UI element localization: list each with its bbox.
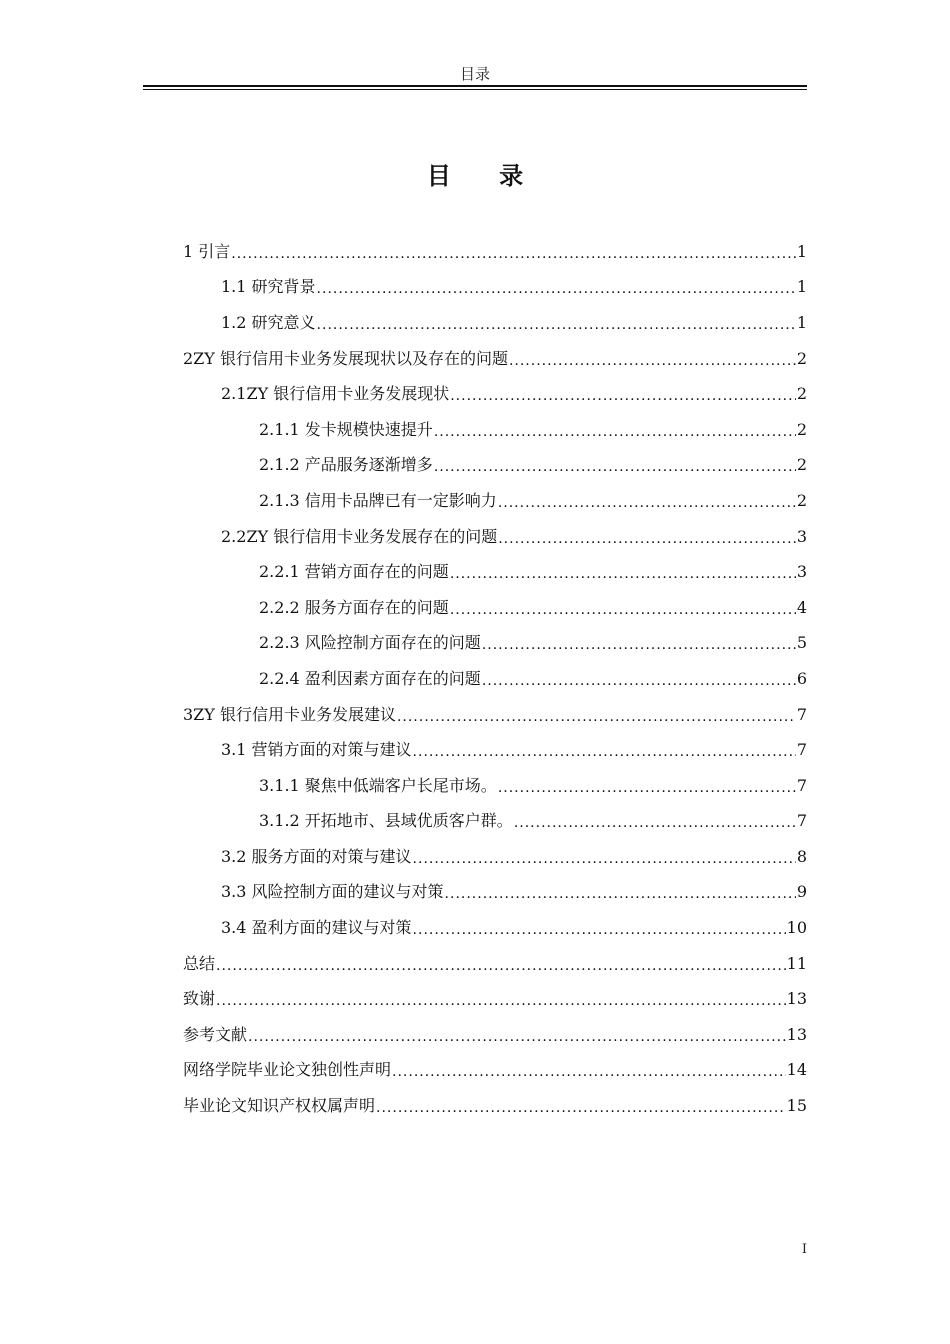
- toc-entry-page: 15: [786, 1096, 807, 1116]
- toc-entry-label: 2.1.1 发卡规模快速提升: [259, 419, 433, 439]
- toc-entry-label: 网络学院毕业论文独创性声明: [183, 1060, 392, 1080]
- toc-entry[interactable]: [183, 697, 807, 733]
- toc-entry-page: 4: [796, 597, 807, 617]
- toc-entry[interactable]: [183, 768, 807, 804]
- toc-entry[interactable]: [183, 732, 807, 768]
- dot-leader: [376, 1096, 786, 1116]
- toc-entry-label: 2ZY 银行信用卡业务发展现状以及存在的问题: [183, 348, 508, 368]
- dot-leader: [498, 491, 796, 511]
- toc-entry-label: 2.1ZY 银行信用卡业务发展现状: [221, 384, 450, 404]
- toc-entry-label: 3.2 服务方面的对策与建议: [221, 846, 412, 866]
- toc-entry[interactable]: [183, 448, 807, 484]
- header-rule-thin: [143, 89, 807, 90]
- toc-entry-page: 3: [796, 526, 807, 546]
- toc-entry-label: 致谢: [183, 989, 216, 1009]
- toc-entry-label: 3.1 营销方面的对策与建议: [221, 740, 412, 760]
- toc-entry-label: 3.1.1 聚焦中低端客户长尾市场。: [259, 775, 497, 795]
- toc-entry-page: 3: [796, 562, 807, 582]
- toc-entry[interactable]: [183, 1053, 807, 1089]
- table-of-contents: [183, 234, 807, 1124]
- toc-entry-label: 参考文献: [183, 1024, 248, 1044]
- toc-entry-label: 2.2.1 营销方面存在的问题: [259, 562, 449, 582]
- dot-leader: [434, 455, 796, 475]
- toc-entry[interactable]: [183, 1088, 807, 1124]
- toc-entry-page: 13: [786, 989, 807, 1009]
- toc-entry-page: 11: [786, 953, 807, 973]
- toc-entry-label: 2.2.2 服务方面存在的问题: [259, 597, 449, 617]
- dot-leader: [509, 349, 796, 369]
- toc-entry-page: 10: [786, 918, 807, 938]
- toc-entry[interactable]: [183, 554, 807, 590]
- dot-leader: [216, 989, 786, 1009]
- header-rule-thick: [143, 85, 807, 87]
- toc-entry-page: 1: [796, 241, 807, 261]
- dot-leader: [413, 847, 796, 867]
- dot-leader: [482, 669, 796, 689]
- toc-entry[interactable]: [183, 341, 807, 377]
- toc-entry-page: 8: [796, 846, 807, 866]
- toc-entry-label: 3ZY 银行信用卡业务发展建议: [183, 704, 396, 724]
- dot-leader: [498, 527, 796, 547]
- toc-entry[interactable]: [183, 519, 807, 555]
- dot-leader: [445, 882, 796, 902]
- toc-entry[interactable]: [183, 376, 807, 412]
- toc-entry-page: 2: [796, 348, 807, 368]
- dot-leader: [231, 242, 796, 262]
- toc-entry-page: 2: [796, 490, 807, 510]
- toc-entry[interactable]: [183, 875, 807, 911]
- toc-entry-page: 1: [796, 277, 807, 297]
- toc-entry[interactable]: [183, 412, 807, 448]
- page-header: 目录: [459, 65, 490, 83]
- dot-leader: [450, 562, 796, 582]
- dot-leader: [498, 776, 796, 796]
- toc-entry[interactable]: [183, 590, 807, 626]
- toc-entry[interactable]: [183, 946, 807, 982]
- toc-entry[interactable]: [183, 661, 807, 697]
- page-title: 目 录: [426, 161, 544, 190]
- toc-entry-page: 1: [796, 312, 807, 332]
- toc-entry-page: 5: [796, 633, 807, 653]
- dot-leader: [514, 811, 796, 831]
- dot-leader: [216, 954, 786, 974]
- toc-entry-page: 14: [786, 1060, 807, 1080]
- dot-leader: [450, 598, 796, 618]
- toc-entry-page: 2: [796, 384, 807, 404]
- toc-entry-page: 6: [796, 668, 807, 688]
- toc-entry[interactable]: [183, 234, 807, 270]
- dot-leader: [413, 918, 786, 938]
- dot-leader: [413, 740, 796, 760]
- toc-entry-label: 3.4 盈利方面的建议与对策: [221, 918, 412, 938]
- toc-entry-label: 2.2ZY 银行信用卡业务发展存在的问题: [221, 526, 498, 546]
- dot-leader: [482, 633, 796, 653]
- toc-entry[interactable]: [183, 626, 807, 662]
- toc-entry-page: 13: [786, 1024, 807, 1044]
- toc-entry-page: 7: [796, 775, 807, 795]
- dot-leader: [248, 1025, 786, 1045]
- dot-leader: [392, 1060, 786, 1080]
- toc-entry-label: 3.3 风险控制方面的建议与对策: [221, 882, 444, 902]
- toc-entry-label: 1.1 研究背景: [221, 277, 316, 297]
- toc-entry-label: 2.1.2 产品服务逐渐增多: [259, 455, 433, 475]
- toc-entry[interactable]: [183, 305, 807, 341]
- toc-entry-page: 7: [796, 740, 807, 760]
- dot-leader: [317, 313, 796, 333]
- toc-entry-label: 2.1.3 信用卡品牌已有一定影响力: [259, 490, 497, 510]
- toc-entry-page: 7: [796, 704, 807, 724]
- dot-leader: [397, 705, 796, 725]
- dot-leader: [317, 277, 796, 297]
- dot-leader: [434, 420, 796, 440]
- dot-leader: [450, 384, 796, 404]
- toc-entry[interactable]: [183, 270, 807, 306]
- toc-entry-page: 9: [796, 882, 807, 902]
- toc-entry[interactable]: [183, 804, 807, 840]
- toc-entry[interactable]: [183, 981, 807, 1017]
- toc-entry-label: 总结: [183, 953, 216, 973]
- toc-entry-page: 2: [796, 455, 807, 475]
- toc-entry-label: 2.2.3 风险控制方面存在的问题: [259, 633, 481, 653]
- toc-entry-page: 7: [796, 811, 807, 831]
- toc-entry-page: 2: [796, 419, 807, 439]
- toc-entry-label: 1.2 研究意义: [221, 312, 316, 332]
- page-number: I: [801, 1242, 807, 1257]
- toc-entry-label: 1 引言: [183, 241, 231, 261]
- toc-entry[interactable]: [183, 483, 807, 519]
- toc-entry[interactable]: [183, 1017, 807, 1053]
- toc-entry[interactable]: [183, 839, 807, 875]
- toc-entry-label: 毕业论文知识产权权属声明: [183, 1096, 376, 1116]
- toc-entry-label: 2.2.4 盈利因素方面存在的问题: [259, 668, 481, 688]
- toc-entry[interactable]: [183, 910, 807, 946]
- toc-entry-label: 3.1.2 开拓地市、县域优质客户群。: [259, 811, 513, 831]
